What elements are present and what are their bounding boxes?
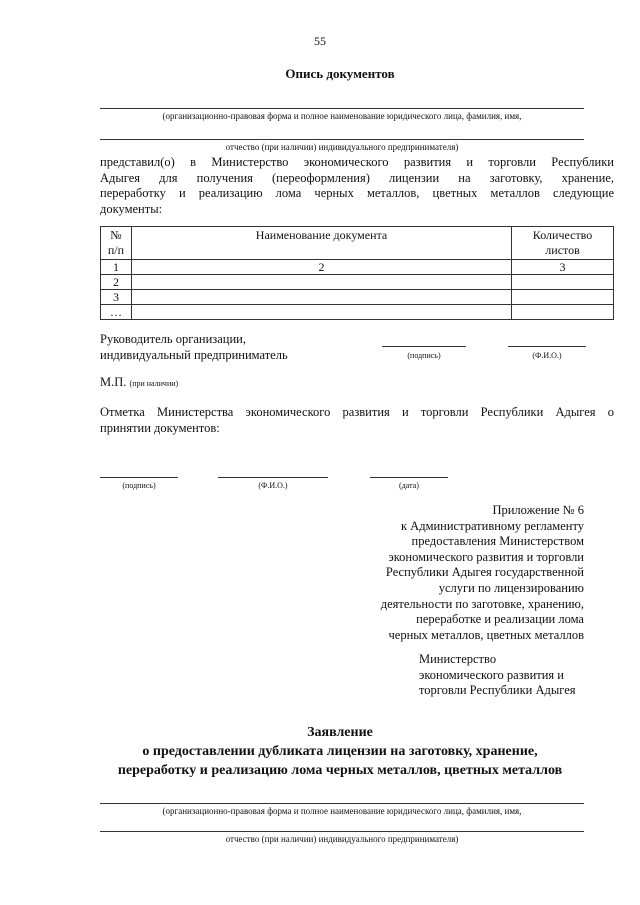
- signer-label-line1: Руководитель организации,: [100, 332, 246, 346]
- row-sheets: 3: [512, 260, 614, 275]
- org-name-caption: (организационно-правовая форма и полное наименование юридического лица, фамилия, имя,: [162, 111, 522, 121]
- patronymic-line: [100, 139, 584, 140]
- table-header-row: [101, 227, 614, 260]
- receiver-signature-caption: (подпись): [122, 481, 156, 490]
- table-row: [101, 290, 614, 305]
- intro-line: представил(о) в Министерство экономического развития и торговли Республики: [100, 155, 614, 169]
- row-doc-name: [131, 275, 511, 290]
- appendix-line: услуги по лицензированию: [438, 580, 584, 595]
- addressee-line: экономического развития и: [419, 667, 564, 682]
- row-sheets: [512, 305, 614, 320]
- table-row: [101, 275, 614, 290]
- addressee-line: Министерство: [419, 652, 497, 666]
- ministry-mark-line: принятии документов:: [100, 420, 220, 435]
- row-doc-name: 2: [131, 260, 511, 275]
- receiver-fio-caption: (Ф.И.О.): [258, 481, 288, 490]
- inventory-title: Опись документов: [285, 66, 395, 81]
- signer-label-line2: индивидуальный предприниматель: [100, 348, 288, 362]
- appendix-line: деятельности по заготовке, хранению,: [380, 596, 584, 611]
- app-org-name-line: [100, 803, 584, 804]
- appendix-line: переработке и реализации лома: [416, 612, 584, 627]
- stamp-label: М.П.: [100, 375, 127, 389]
- app-org-name-caption: (организационно-правовая форма и полное наименование юридического лица, фамилия, имя,: [162, 806, 522, 816]
- patronymic-caption: отчество (при наличии) индивидуального предпринимателя): [225, 142, 459, 152]
- signature-caption: (подпись): [407, 351, 441, 360]
- org-name-line: [100, 108, 584, 109]
- appendix-line: предоставления Министерством: [411, 534, 584, 549]
- row-doc-name: [131, 290, 511, 305]
- documents-table: [100, 226, 614, 320]
- receiver-date-caption: (дата): [399, 481, 419, 490]
- row-number: 3: [101, 290, 132, 305]
- intro-line: переработку и реализацию лома черных металлов, цветных металлов следующие: [100, 186, 614, 200]
- appendix-line: к Административному регламенту: [400, 518, 584, 533]
- row-number: 2: [101, 275, 132, 290]
- col-sheets-header: Количество листов: [512, 227, 614, 260]
- row-sheets: [512, 275, 614, 290]
- stamp-block: [100, 375, 178, 390]
- stamp-note: (при наличии): [129, 379, 179, 388]
- application-title-line: о предоставлении дубликата лицензии на заготовку, хранение,: [142, 744, 538, 759]
- row-doc-name: [131, 305, 511, 320]
- col-number-header: № п/п: [101, 227, 132, 260]
- signature-line: [382, 346, 466, 347]
- addressee: [419, 652, 576, 699]
- table-row: [101, 305, 614, 320]
- appendix-line: экономического развития и торговли: [388, 549, 584, 564]
- receiver-date-line: [370, 477, 448, 478]
- app-patronymic-line: [100, 831, 584, 832]
- appendix-line: Республики Адыгея государственной: [385, 565, 584, 580]
- appendix-header: [300, 503, 584, 643]
- col-name-header: Наименование документа: [131, 227, 511, 260]
- table-row: [101, 260, 614, 275]
- app-patronymic-caption: отчество (при наличии) индивидуального предпринимателя): [225, 834, 459, 844]
- receiver-fio-line: [218, 477, 328, 478]
- application-title-line: Заявление: [307, 725, 373, 740]
- intro-line: Адыгея для получения (переоформления) лицензии на заготовку, хранение,: [100, 170, 614, 185]
- addressee-line: торговли Республики Адыгея: [419, 683, 576, 698]
- intro-line: документы:: [100, 201, 163, 216]
- ministry-mark: [100, 405, 614, 436]
- application-title: [0, 723, 640, 780]
- appendix-line: Приложение № 6: [492, 503, 584, 517]
- application-title-line: переработку и реализацию лома черных металлов, цветных металлов: [117, 763, 563, 778]
- page-number: 55: [314, 34, 326, 48]
- row-sheets: [512, 290, 614, 305]
- row-number: …: [101, 305, 132, 320]
- fio-line: [508, 346, 586, 347]
- fio-caption: (Ф.И.О.): [532, 351, 562, 360]
- ministry-mark-line: Отметка Министерства экономического развития и торговли Республики Адыгея о: [100, 405, 614, 419]
- row-number: 1: [101, 260, 132, 275]
- intro-paragraph: [100, 155, 614, 217]
- receiver-signature-line: [100, 477, 178, 478]
- appendix-line: черных металлов, цветных металлов: [388, 627, 584, 642]
